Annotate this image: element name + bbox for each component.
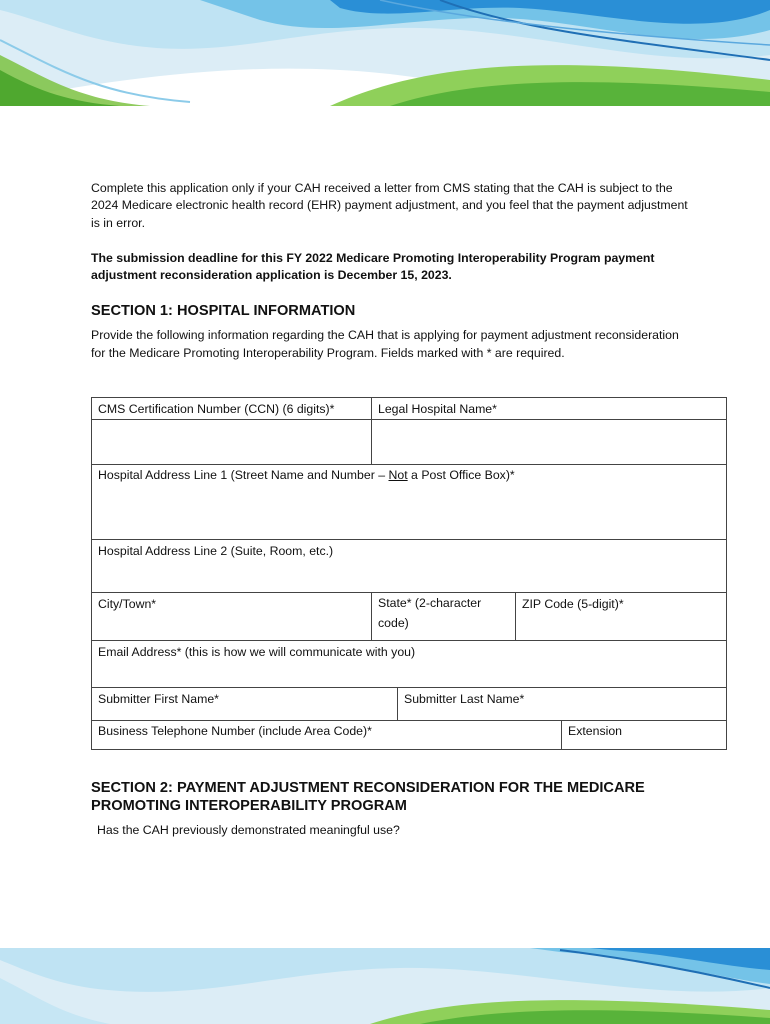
city-field[interactable] [91, 592, 372, 641]
last-name-label: Submitter Last Name* [404, 692, 525, 706]
first-name-field[interactable] [91, 687, 398, 721]
legal-name-input[interactable] [371, 419, 727, 465]
deadline-notice: The submission deadline for this FY 2022 Medicare Promoting Interoperability Program payment adjustment reconsideration application is December 15, 2023. [91, 251, 655, 283]
last-name-field[interactable] [397, 687, 727, 721]
section-2-heading: SECTION 2: PAYMENT ADJUSTMENT RECONSIDERATION FOR THE MEDICARE PROMOTING INTEROPERABILITY PROGRAM [91, 780, 645, 814]
phone-label: Business Telephone Number (include Area Code)* [98, 724, 372, 738]
meaningful-use-question: Has the CAH previously demonstrated meaningful use? [97, 823, 400, 837]
zip-field[interactable] [515, 592, 727, 641]
first-name-label: Submitter First Name* [98, 692, 219, 706]
zip-label: ZIP Code (5-digit)* [522, 597, 624, 611]
intro-paragraph: Complete this application only if your CAH received a letter from CMS stating that the CAH is subject to the 2024 Medicare electronic health record (EHR) payment adjustment, and you feel that the payment adjustment is in error. [91, 181, 688, 230]
footer-wave-banner [0, 948, 770, 1024]
legal-name-label: Legal Hospital Name* [378, 402, 497, 416]
header-wave-banner [0, 0, 770, 106]
email-label: Email Address* (this is how we will communicate with you) [98, 645, 416, 659]
ccn-label: CMS Certification Number (CCN) (6 digits)* [98, 402, 335, 416]
state-field[interactable] [371, 592, 516, 641]
extension-field[interactable] [561, 720, 727, 750]
address-line-1-label: Hospital Address Line 1 (Street Name and Number – Not a Post Office Box)* [98, 468, 515, 482]
state-label: State* (2-character code) [378, 596, 482, 630]
ccn-label-cell [91, 397, 372, 420]
extension-label: Extension [568, 724, 623, 738]
ccn-input[interactable] [91, 419, 372, 465]
address-line-2-label: Hospital Address Line 2 (Suite, Room, etc.) [98, 544, 334, 558]
city-label: City/Town* [98, 597, 157, 611]
hospital-information-form [91, 397, 727, 750]
section-1-description: Provide the following information regarding the CAH that is applying for payment adjustment reconsideration for the Medicare Promoting Interoperability Program. Fields marked with * are required. [91, 328, 679, 360]
address-line-2-field[interactable] [91, 539, 727, 593]
legal-name-label-cell [371, 397, 727, 420]
phone-field[interactable] [91, 720, 562, 750]
address-line-1-field[interactable] [91, 464, 727, 540]
section-1-heading: SECTION 1: HOSPITAL INFORMATION [91, 303, 356, 319]
email-field[interactable] [91, 640, 727, 688]
